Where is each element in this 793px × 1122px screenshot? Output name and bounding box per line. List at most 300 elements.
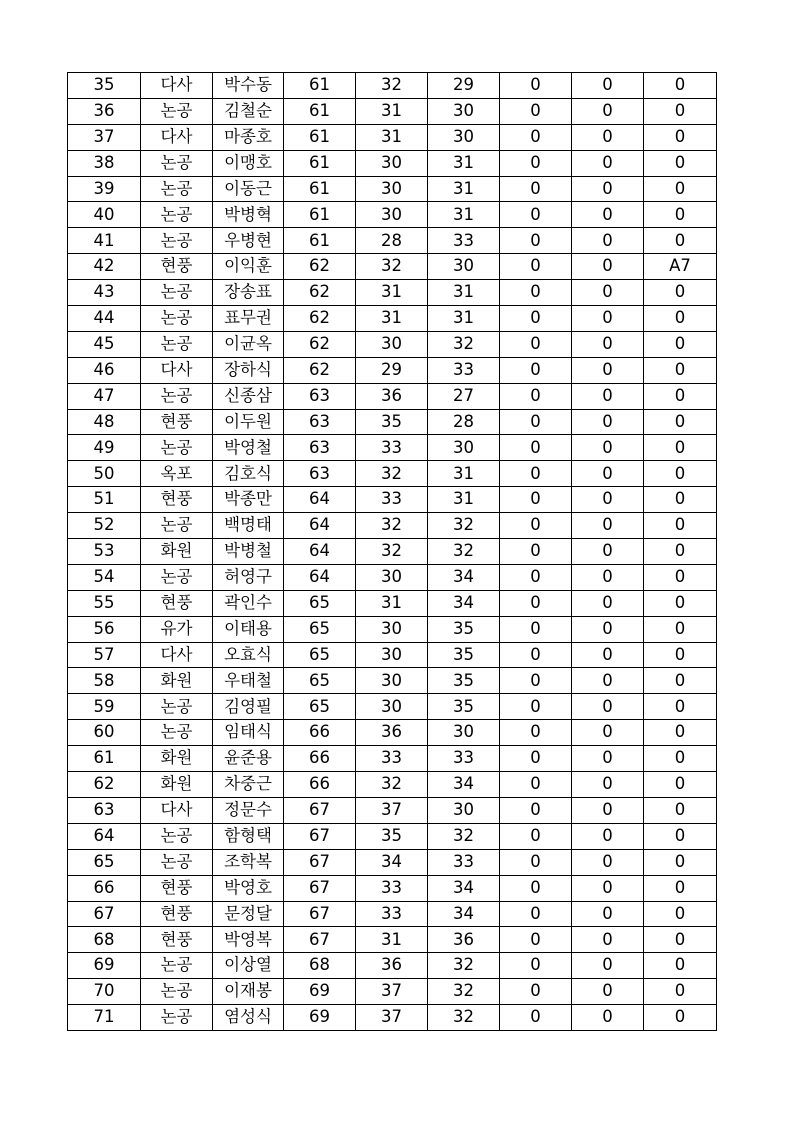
total-cell: 63	[284, 435, 356, 461]
extra3-cell: 0	[644, 953, 717, 979]
extra2-cell: 0	[572, 927, 644, 953]
extra2-cell: 0	[572, 357, 644, 383]
extra1-cell: 0	[500, 849, 572, 875]
out-cell: 31	[356, 927, 428, 953]
in-cell: 35	[428, 616, 500, 642]
table-row	[68, 435, 717, 461]
name-cell: 김철순	[213, 98, 284, 124]
club-cell: 화원	[141, 539, 213, 565]
total-cell: 66	[284, 746, 356, 772]
total-cell: 63	[284, 409, 356, 435]
total-cell: 62	[284, 280, 356, 306]
extra3-cell: 0	[644, 849, 717, 875]
name-cell: 차중근	[213, 772, 284, 798]
extra1-cell: 0	[500, 539, 572, 565]
in-cell: 31	[428, 176, 500, 202]
name-cell: 이동근	[213, 176, 284, 202]
in-cell: 30	[428, 797, 500, 823]
extra3-cell: 0	[644, 306, 717, 332]
in-cell: 31	[428, 202, 500, 228]
extra1-cell: 0	[500, 461, 572, 487]
table-row	[68, 564, 717, 590]
extra3-cell: 0	[644, 979, 717, 1005]
extra2-cell: 0	[572, 331, 644, 357]
name-cell: 문정달	[213, 901, 284, 927]
table-row	[68, 306, 717, 332]
table-row	[68, 590, 717, 616]
rank-cell: 50	[68, 461, 141, 487]
table-row	[68, 254, 717, 280]
extra1-cell: 0	[500, 383, 572, 409]
name-cell: 이상열	[213, 953, 284, 979]
extra3-cell: 0	[644, 487, 717, 513]
extra1-cell: 0	[500, 953, 572, 979]
total-cell: 67	[284, 927, 356, 953]
extra1-cell: 0	[500, 668, 572, 694]
rank-cell: 43	[68, 280, 141, 306]
table-row	[68, 124, 717, 150]
extra1-cell: 0	[500, 694, 572, 720]
extra3-cell: 0	[644, 357, 717, 383]
rank-cell: 56	[68, 616, 141, 642]
out-cell: 36	[356, 953, 428, 979]
table-row	[68, 668, 717, 694]
extra3-cell: 0	[644, 668, 717, 694]
total-cell: 64	[284, 487, 356, 513]
out-cell: 32	[356, 539, 428, 565]
out-cell: 36	[356, 383, 428, 409]
results-table-body	[68, 73, 717, 1031]
out-cell: 30	[356, 668, 428, 694]
extra1-cell: 0	[500, 357, 572, 383]
rank-cell: 68	[68, 927, 141, 953]
extra2-cell: 0	[572, 694, 644, 720]
table-row	[68, 1005, 717, 1031]
table-row	[68, 849, 717, 875]
extra1-cell: 0	[500, 73, 572, 99]
extra1-cell: 0	[500, 176, 572, 202]
extra2-cell: 0	[572, 642, 644, 668]
club-cell: 논공	[141, 720, 213, 746]
extra3-cell: 0	[644, 642, 717, 668]
out-cell: 31	[356, 590, 428, 616]
extra2-cell: 0	[572, 875, 644, 901]
club-cell: 논공	[141, 849, 213, 875]
extra2-cell: 0	[572, 513, 644, 539]
extra1-cell: 0	[500, 590, 572, 616]
extra2-cell: 0	[572, 668, 644, 694]
extra1-cell: 0	[500, 513, 572, 539]
out-cell: 30	[356, 202, 428, 228]
table-row	[68, 797, 717, 823]
total-cell: 65	[284, 668, 356, 694]
name-cell: 정문수	[213, 797, 284, 823]
club-cell: 논공	[141, 383, 213, 409]
out-cell: 30	[356, 642, 428, 668]
in-cell: 30	[428, 435, 500, 461]
extra1-cell: 0	[500, 124, 572, 150]
club-cell: 논공	[141, 228, 213, 254]
out-cell: 31	[356, 280, 428, 306]
out-cell: 34	[356, 849, 428, 875]
table-row	[68, 409, 717, 435]
club-cell: 현풍	[141, 901, 213, 927]
in-cell: 32	[428, 539, 500, 565]
in-cell: 33	[428, 357, 500, 383]
table-row	[68, 875, 717, 901]
extra3-cell: 0	[644, 409, 717, 435]
rank-cell: 54	[68, 564, 141, 590]
club-cell: 논공	[141, 306, 213, 332]
rank-cell: 69	[68, 953, 141, 979]
table-row	[68, 953, 717, 979]
extra3-cell: 0	[644, 176, 717, 202]
out-cell: 36	[356, 720, 428, 746]
name-cell: 마종호	[213, 124, 284, 150]
name-cell: 조학복	[213, 849, 284, 875]
extra1-cell: 0	[500, 875, 572, 901]
extra1-cell: 0	[500, 772, 572, 798]
in-cell: 35	[428, 642, 500, 668]
extra3-cell: 0	[644, 73, 717, 99]
in-cell: 32	[428, 513, 500, 539]
in-cell: 31	[428, 150, 500, 176]
extra2-cell: 0	[572, 539, 644, 565]
in-cell: 29	[428, 73, 500, 99]
in-cell: 33	[428, 228, 500, 254]
extra2-cell: 0	[572, 409, 644, 435]
total-cell: 64	[284, 539, 356, 565]
table-row	[68, 694, 717, 720]
in-cell: 34	[428, 564, 500, 590]
extra1-cell: 0	[500, 797, 572, 823]
out-cell: 33	[356, 875, 428, 901]
club-cell: 현풍	[141, 927, 213, 953]
extra1-cell: 0	[500, 98, 572, 124]
table-row	[68, 487, 717, 513]
total-cell: 63	[284, 461, 356, 487]
total-cell: 68	[284, 953, 356, 979]
extra2-cell: 0	[572, 98, 644, 124]
total-cell: 61	[284, 202, 356, 228]
table-row	[68, 357, 717, 383]
in-cell: 32	[428, 331, 500, 357]
rank-cell: 67	[68, 901, 141, 927]
in-cell: 31	[428, 487, 500, 513]
extra3-cell: 0	[644, 202, 717, 228]
club-cell: 논공	[141, 98, 213, 124]
name-cell: 염성식	[213, 1005, 284, 1031]
out-cell: 30	[356, 331, 428, 357]
in-cell: 32	[428, 1005, 500, 1031]
out-cell: 32	[356, 254, 428, 280]
extra3-cell: 0	[644, 280, 717, 306]
extra1-cell: 0	[500, 927, 572, 953]
extra3-cell: 0	[644, 461, 717, 487]
table-row	[68, 98, 717, 124]
total-cell: 67	[284, 849, 356, 875]
extra2-cell: 0	[572, 772, 644, 798]
rank-cell: 70	[68, 979, 141, 1005]
club-cell: 다사	[141, 124, 213, 150]
extra3-cell: 0	[644, 435, 717, 461]
name-cell: 이두원	[213, 409, 284, 435]
rank-cell: 51	[68, 487, 141, 513]
in-cell: 30	[428, 720, 500, 746]
rank-cell: 59	[68, 694, 141, 720]
in-cell: 33	[428, 746, 500, 772]
name-cell: 신종삼	[213, 383, 284, 409]
in-cell: 32	[428, 953, 500, 979]
rank-cell: 47	[68, 383, 141, 409]
extra1-cell: 0	[500, 280, 572, 306]
total-cell: 61	[284, 73, 356, 99]
club-cell: 화원	[141, 746, 213, 772]
extra3-cell: 0	[644, 98, 717, 124]
in-cell: 34	[428, 772, 500, 798]
extra3-cell: 0	[644, 383, 717, 409]
extra2-cell: 0	[572, 228, 644, 254]
extra2-cell: 0	[572, 487, 644, 513]
rank-cell: 52	[68, 513, 141, 539]
extra3-cell: 0	[644, 150, 717, 176]
in-cell: 35	[428, 668, 500, 694]
name-cell: 이균옥	[213, 331, 284, 357]
total-cell: 62	[284, 254, 356, 280]
extra2-cell: 0	[572, 720, 644, 746]
rank-cell: 63	[68, 797, 141, 823]
in-cell: 34	[428, 875, 500, 901]
total-cell: 65	[284, 694, 356, 720]
name-cell: 장하식	[213, 357, 284, 383]
out-cell: 33	[356, 746, 428, 772]
extra3-cell: 0	[644, 901, 717, 927]
rank-cell: 61	[68, 746, 141, 772]
club-cell: 논공	[141, 694, 213, 720]
rank-cell: 60	[68, 720, 141, 746]
club-cell: 다사	[141, 73, 213, 99]
club-cell: 다사	[141, 357, 213, 383]
extra3-cell: 0	[644, 1005, 717, 1031]
club-cell: 현풍	[141, 409, 213, 435]
rank-cell: 40	[68, 202, 141, 228]
extra3-cell: 0	[644, 539, 717, 565]
extra2-cell: 0	[572, 461, 644, 487]
name-cell: 이맹호	[213, 150, 284, 176]
club-cell: 현풍	[141, 487, 213, 513]
in-cell: 28	[428, 409, 500, 435]
table-row	[68, 901, 717, 927]
rank-cell: 53	[68, 539, 141, 565]
total-cell: 61	[284, 98, 356, 124]
rank-cell: 45	[68, 331, 141, 357]
extra3-cell: 0	[644, 772, 717, 798]
out-cell: 35	[356, 823, 428, 849]
table-row	[68, 461, 717, 487]
club-cell: 유가	[141, 616, 213, 642]
name-cell: 함형택	[213, 823, 284, 849]
rank-cell: 39	[68, 176, 141, 202]
rank-cell: 49	[68, 435, 141, 461]
name-cell: 이익훈	[213, 254, 284, 280]
club-cell: 다사	[141, 797, 213, 823]
table-row	[68, 927, 717, 953]
extra3-cell: 0	[644, 720, 717, 746]
in-cell: 32	[428, 823, 500, 849]
in-cell: 30	[428, 254, 500, 280]
table-row	[68, 642, 717, 668]
extra1-cell: 0	[500, 254, 572, 280]
name-cell: 박영철	[213, 435, 284, 461]
extra1-cell: 0	[500, 616, 572, 642]
in-cell: 33	[428, 849, 500, 875]
name-cell: 박영복	[213, 927, 284, 953]
name-cell: 표무권	[213, 306, 284, 332]
table-row	[68, 331, 717, 357]
extra2-cell: 0	[572, 564, 644, 590]
in-cell: 32	[428, 979, 500, 1005]
table-row	[68, 979, 717, 1005]
total-cell: 61	[284, 176, 356, 202]
total-cell: 62	[284, 331, 356, 357]
total-cell: 61	[284, 228, 356, 254]
rank-cell: 41	[68, 228, 141, 254]
extra2-cell: 0	[572, 797, 644, 823]
club-cell: 논공	[141, 176, 213, 202]
table-row	[68, 616, 717, 642]
extra1-cell: 0	[500, 642, 572, 668]
total-cell: 65	[284, 590, 356, 616]
in-cell: 30	[428, 124, 500, 150]
extra3-cell: 0	[644, 746, 717, 772]
name-cell: 김영필	[213, 694, 284, 720]
total-cell: 62	[284, 306, 356, 332]
total-cell: 61	[284, 150, 356, 176]
rank-cell: 44	[68, 306, 141, 332]
rank-cell: 71	[68, 1005, 141, 1031]
extra3-cell: 0	[644, 564, 717, 590]
extra3-cell: 0	[644, 331, 717, 357]
out-cell: 33	[356, 487, 428, 513]
club-cell: 다사	[141, 642, 213, 668]
extra2-cell: 0	[572, 590, 644, 616]
out-cell: 37	[356, 1005, 428, 1031]
extra3-cell: 0	[644, 823, 717, 849]
extra3-cell: 0	[644, 124, 717, 150]
extra1-cell: 0	[500, 435, 572, 461]
extra3-cell: 0	[644, 513, 717, 539]
results-table	[67, 72, 717, 1031]
extra2-cell: 0	[572, 73, 644, 99]
table-row	[68, 746, 717, 772]
club-cell: 논공	[141, 280, 213, 306]
out-cell: 30	[356, 150, 428, 176]
total-cell: 66	[284, 772, 356, 798]
extra2-cell: 0	[572, 979, 644, 1005]
rank-cell: 36	[68, 98, 141, 124]
total-cell: 61	[284, 124, 356, 150]
out-cell: 32	[356, 73, 428, 99]
extra1-cell: 0	[500, 823, 572, 849]
table-row	[68, 720, 717, 746]
club-cell: 화원	[141, 772, 213, 798]
table-row	[68, 539, 717, 565]
name-cell: 윤준용	[213, 746, 284, 772]
in-cell: 31	[428, 461, 500, 487]
out-cell: 32	[356, 513, 428, 539]
rank-cell: 66	[68, 875, 141, 901]
total-cell: 69	[284, 979, 356, 1005]
club-cell: 논공	[141, 202, 213, 228]
extra1-cell: 0	[500, 331, 572, 357]
extra2-cell: 0	[572, 176, 644, 202]
out-cell: 31	[356, 124, 428, 150]
extra1-cell: 0	[500, 150, 572, 176]
rank-cell: 65	[68, 849, 141, 875]
extra1-cell: 0	[500, 1005, 572, 1031]
table-row	[68, 73, 717, 99]
total-cell: 63	[284, 383, 356, 409]
extra3-cell: 0	[644, 927, 717, 953]
extra3-cell: 0	[644, 616, 717, 642]
out-cell: 37	[356, 797, 428, 823]
extra3-cell: 0	[644, 694, 717, 720]
total-cell: 67	[284, 823, 356, 849]
table-row	[68, 772, 717, 798]
table-row	[68, 383, 717, 409]
extra2-cell: 0	[572, 280, 644, 306]
total-cell: 65	[284, 616, 356, 642]
extra1-cell: 0	[500, 202, 572, 228]
club-cell: 논공	[141, 1005, 213, 1031]
extra2-cell: 0	[572, 1005, 644, 1031]
rank-cell: 42	[68, 254, 141, 280]
name-cell: 곽인수	[213, 590, 284, 616]
club-cell: 옥포	[141, 461, 213, 487]
in-cell: 31	[428, 306, 500, 332]
extra2-cell: 0	[572, 306, 644, 332]
name-cell: 박종만	[213, 487, 284, 513]
total-cell: 65	[284, 642, 356, 668]
extra3-cell: 0	[644, 590, 717, 616]
in-cell: 34	[428, 901, 500, 927]
total-cell: 67	[284, 875, 356, 901]
extra2-cell: 0	[572, 383, 644, 409]
out-cell: 30	[356, 694, 428, 720]
extra2-cell: 0	[572, 435, 644, 461]
name-cell: 김호식	[213, 461, 284, 487]
rank-cell: 62	[68, 772, 141, 798]
in-cell: 31	[428, 280, 500, 306]
in-cell: 27	[428, 383, 500, 409]
rank-cell: 58	[68, 668, 141, 694]
extra1-cell: 0	[500, 409, 572, 435]
extra3-cell: A7	[644, 254, 717, 280]
name-cell: 박수동	[213, 73, 284, 99]
table-row	[68, 150, 717, 176]
extra1-cell: 0	[500, 306, 572, 332]
name-cell: 장송표	[213, 280, 284, 306]
out-cell: 31	[356, 306, 428, 332]
name-cell: 우병현	[213, 228, 284, 254]
table-row	[68, 513, 717, 539]
extra2-cell: 0	[572, 901, 644, 927]
out-cell: 31	[356, 98, 428, 124]
name-cell: 이재봉	[213, 979, 284, 1005]
club-cell: 논공	[141, 823, 213, 849]
name-cell: 박영호	[213, 875, 284, 901]
club-cell: 논공	[141, 331, 213, 357]
